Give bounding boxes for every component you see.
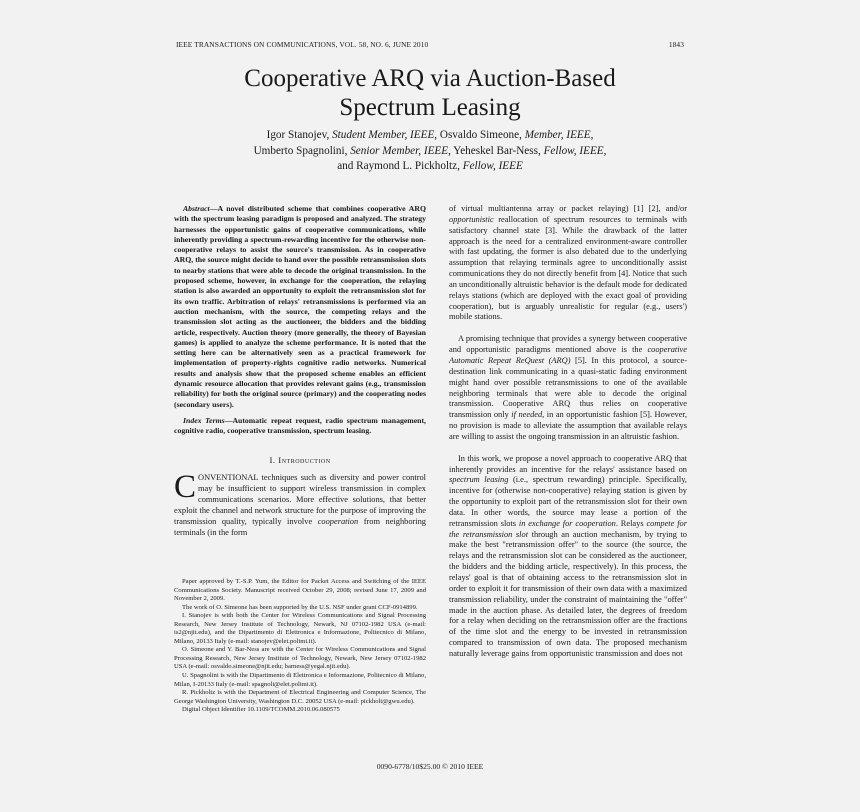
body-emphasis: cooperative Automatic Repeat ReQuest (ARQ): [449, 345, 687, 365]
section-number: I.: [269, 454, 279, 465]
footnote: The work of O. Simeone has been supported by the U.S. NSF under grant CCF-0914899.: [182, 603, 418, 611]
body-emphasis: compete for the retransmission slot: [449, 518, 687, 539]
author-separator: ,: [590, 129, 594, 141]
intro-text: techniques such as diversity and power control may be insufficient to support wireless transmission in complex communications scenarios. More effective solutions, that better exploit the channel and network structure for the purpose of improving the transmission quality, typically involve: [174, 473, 426, 526]
author-list: [0, 128, 860, 175]
footnote: U. Spagnolini is with the Dipartimento di Elettronica e Informazione, Politecnico di Milano, Milan, I-20133 Italy (e-mail: spagnoli@elet.polimi.it).: [174, 672, 426, 688]
author-separator: ,: [603, 144, 607, 157]
body-text: through an auction mechanism, by trying to make the best "retransmission offer" to the source (the source, the relays and the retransmission slot can be considered as the auctioneer, the bidders and the bidding article, respectively). In this process, the relays' goal is that of obtaining access to the retransmission slot in order to exploit it for transmission of their own data with a maximized transmission reliability, under the constraint of maintaining the "offer" made in the auction phase. As detailed later, the degrees of freedom for a relay when deciding on the retransmission offer are the fractions of the time slot and the energy to be invested in retransmission compared to transmission of own data. The proposed mechanism naturally leverage gains from opportunistic transmission and does not: [449, 529, 687, 658]
section-title: Introduction: [278, 454, 331, 465]
body-text: . Relays: [615, 518, 647, 528]
author-membership: Student Member, IEEE: [332, 129, 435, 141]
body-text: reallocation of spectrum resources to terminals with satisfactory channel state [3]. While the drawback of the latter approach is the need for a centralized environment-aware controller with fast updating, the former is also debated due to the underlying assumption that relaying terminals agree to unconditionally assist communications they do not directly benefit from [4]. Notice that such an unconditionally altruistic behavior is the default mode for dedicated relays stations (which are deployed with the exact goal of providing cooperation), but is arguably unrealistic for regular (e.g., users') mobile stations.: [449, 214, 687, 322]
author-name: Igor Stanojev,: [266, 129, 333, 141]
author-line-3: [0, 159, 860, 175]
abstract-text: —A novel distributed scheme that combines cooperative ARQ with the spectrum leasing paradigm is proposed and analyzed. The strategy harnesses the opportunistic gains of cooperative communications, while inherently providing a spectrum-rewarding incentive for the otherwise non-cooperative relays to assist the source's transmission. As in cooperative ARQ, the source might decide to hand over the possible retransmission slots to nearby stations that were able to decode the original transmission. In the proposed scheme, however, in exchange for the cooperation, the relaying station is also awarded an opportunity to exploit the retransmission slot for its own traffic. Arbitration of relays' retransmissions is performed via an auction mechanism, with the source, the competing relays and the transmission slot acting as the auctioneer, the bidders and the bidding article, respectively. Auction theory (more generally, the theory of Bayesian games) is applied to analyze the scheme performance. It is noted that the setting here can be alternatively seen as a practical framework for implementation of property-rights cognitive radio networks. Numerical results and analysis show that the proposed scheme enables an efficient dynamic resource allocation that provides relevant gains (e.g., transmission reliability) for both the original source (primary) and the cooperating nodes (secondary users).: [174, 204, 426, 409]
author-name: and Raymond L. Pickholtz,: [337, 160, 463, 172]
body-text: A promising technique that provides a synergy between cooperative and opportunistic paradigms mentioned above is the: [449, 334, 687, 355]
body-emphasis: in exchange for cooperation: [518, 518, 616, 528]
paper-title: [0, 64, 860, 122]
author-membership: Member, IEEE: [524, 129, 591, 141]
index-terms-text: —Automatic repeat request, radio spectrum management, cognitive radio, cooperative transmission, spectrum leasing.: [174, 415, 426, 436]
body-text: In this work, we propose a novel approach to cooperative ARQ that inherently provides an incentive for the relays' assistance based on: [449, 453, 687, 474]
author-name: Umberto Spagnolini,: [253, 144, 351, 157]
abstract-label: Abstract: [183, 204, 210, 213]
title-line-2: Spectrum Leasing: [339, 94, 521, 121]
running-header: [176, 40, 684, 49]
author-name: , Osvaldo Simeone,: [434, 129, 525, 141]
body-emphasis: opportunistic: [449, 214, 494, 224]
author-line-1: [0, 128, 860, 144]
intro-caps: ONVENTIONAL: [198, 473, 259, 483]
body-emphasis: spectrum leasing: [449, 475, 509, 485]
body-paragraph-1: [449, 204, 687, 323]
footnote: O. Simeone and Y. Bar-Ness are with the Center for Wireless Communications and Signal Processing Research, New Jersey Institute of Technology, Newark, New Jersey 07102-1982 USA (e-mail: osvaldo.simeone@njit.edu; barness@yegal.njit.edu).: [174, 646, 426, 671]
footnote: I. Stanojev is with both the Center for Wireless Communications and Signal Processing Research, New Jersey Institute of Technology, Newark, NJ 07102-1982 USA (e-mail: is2@njit.edu), and the Dipartimento di Elettronica e Informazione, Politecnico di Milano, Milano, 20133 Italy (e-mail: stanojev@elet.polimi.it).: [174, 612, 426, 645]
intro-paragraph: [174, 469, 426, 538]
right-column: [449, 204, 687, 660]
copyright-line: 0090-6778/10$25.00 © 2010 IEEE: [376, 762, 484, 771]
body-text: of virtual multiantenna array or packet relaying) [1] [2], and/or: [449, 204, 687, 213]
body-text: [5]. In this protocol, a source-destination link communicating in a quasi-static fading environment might hand over possible retransmissions to one of the available neighboring terminals that were able to decode the original transmission. Cooperative ARQ thus relies on cooperative transmission only: [449, 355, 687, 420]
body-text: , in an opportunistic fashion [5]. However, no provision is made to alleviate the assumption that available relays are willing to assist the ongoing transmission in an altruistic fashion.: [449, 410, 687, 441]
intro-emphasis: cooperation: [317, 516, 359, 526]
author-membership: Senior Member, IEEE: [350, 144, 449, 157]
title-line-1: Cooperative ARQ via Auction-Based: [244, 65, 616, 92]
index-terms-label: Index Terms: [183, 415, 225, 425]
doi: Digital Object Identifier 10.1109/TCOMM.2010.06.080575: [182, 706, 340, 714]
footnote: Paper approved by T.-S.P. Yum, the Editor for Packet Access and Switching of the IEEE Communications Society. Manuscript received October 29, 2008; revised June 17, 2009 and November 2, 2009.: [174, 578, 426, 603]
body-emphasis: if needed: [511, 410, 543, 420]
section-heading: [174, 455, 426, 466]
author-name: , Yeheskel Bar-Ness,: [448, 144, 544, 157]
footnotes: [174, 578, 426, 715]
author-line-2: [0, 144, 860, 160]
body-paragraph-2: [449, 334, 687, 442]
abstract: [174, 204, 426, 410]
footnote: R. Pickholtz is with the Department of Electrical Engineering and Computer Science, The George Washington University, Washington D.C. 20052 USA (e-mail: pickholt@gwu.edu).: [174, 689, 426, 705]
drop-cap: C: [174, 469, 197, 506]
journal-header: IEEE TRANSACTIONS ON COMMUNICATIONS, VOL. 58, NO. 6, JUNE 2010: [176, 40, 429, 49]
body-text: (i.e., spectrum rewarding) principle. Specifically, incentive for (otherwise non-cooperative) relaying station is given by the opportunity to exploit part of the retransmission slot for their own data. In other words, the source may lease a portion of the retransmission slots: [449, 475, 687, 528]
index-terms: [174, 416, 426, 437]
body-paragraph-3: [449, 454, 687, 660]
author-membership: Fellow, IEEE: [462, 160, 523, 172]
page-number: 1843: [668, 40, 684, 49]
intro-text: from neighboring terminals (in the form: [174, 516, 426, 537]
author-membership: Fellow, IEEE: [543, 144, 604, 157]
left-column: [174, 204, 426, 538]
